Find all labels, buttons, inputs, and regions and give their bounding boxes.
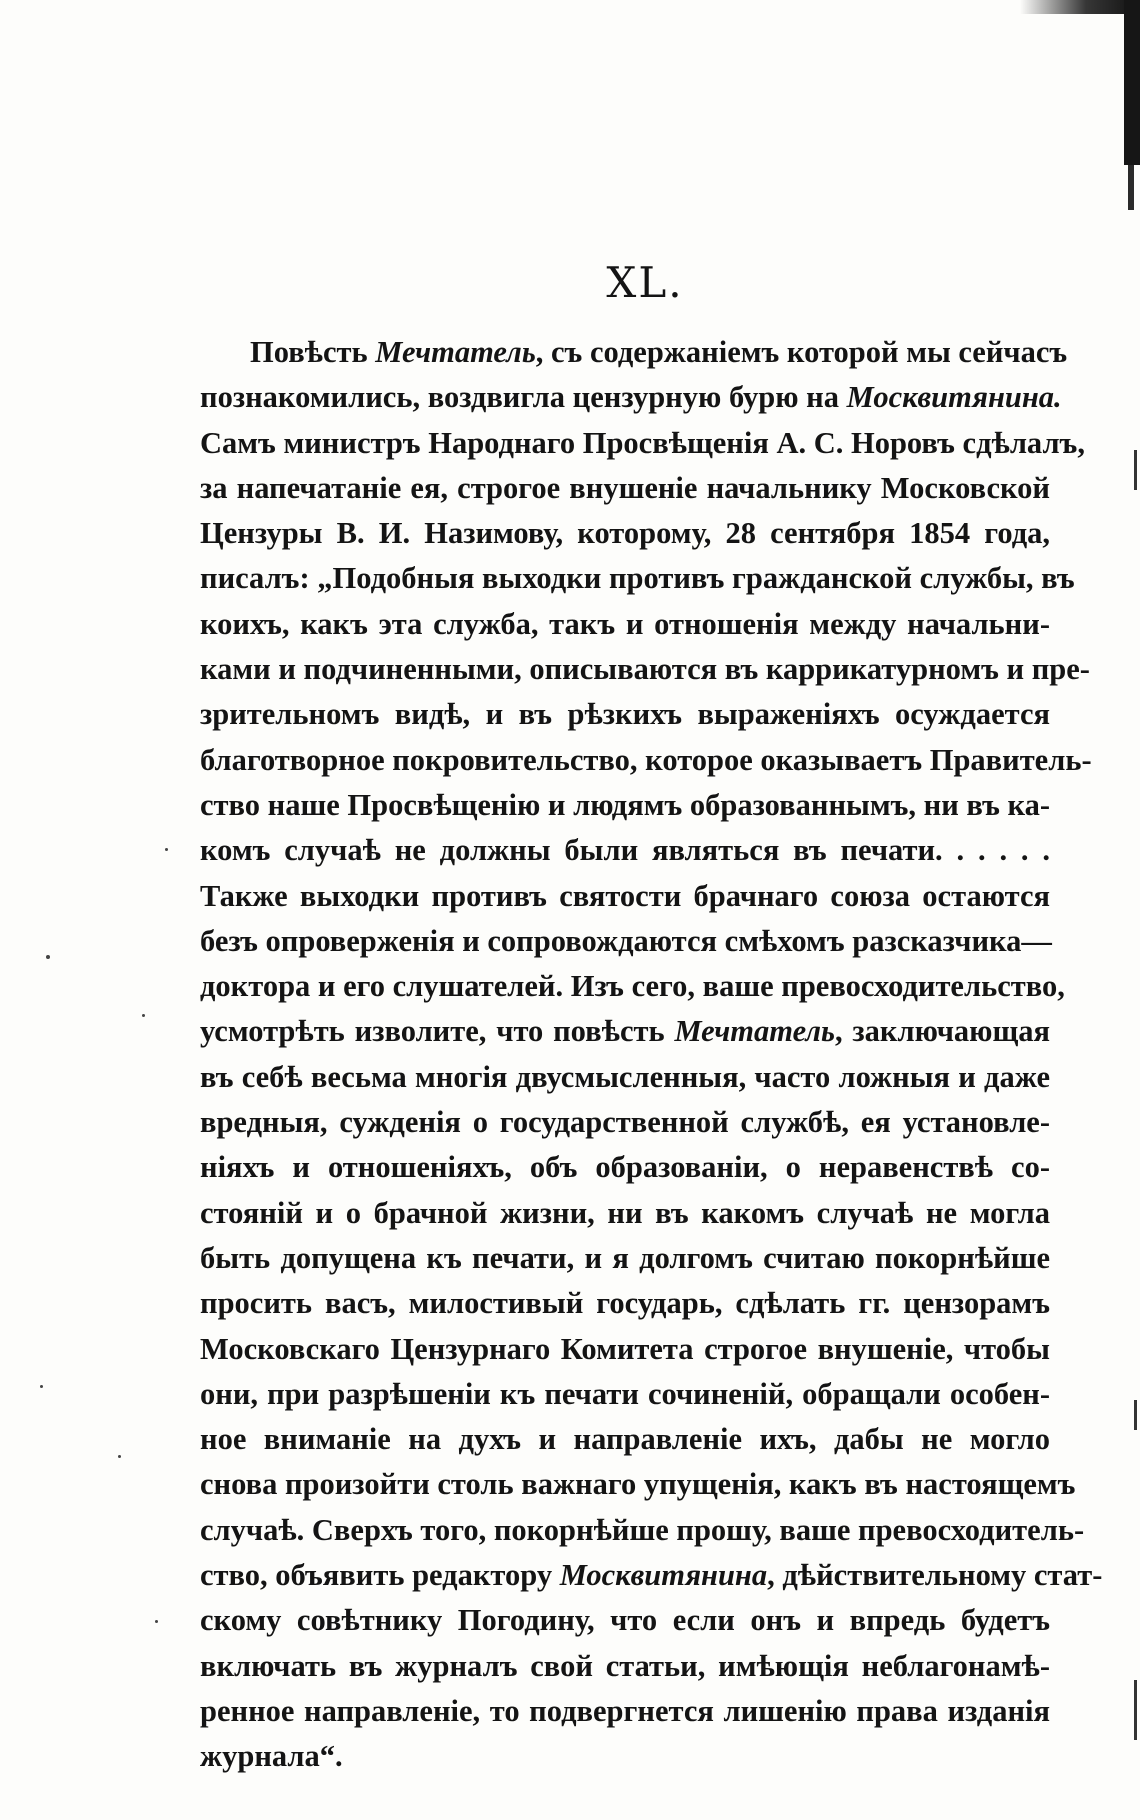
text-line — [200, 375, 1062, 420]
text-run: за напечатаніе ея, строгое внушеніе начальнику Московской — [200, 470, 1050, 505]
text-run: Цензуры В. И. Назимову, которому, 28 сентября 1854 года, — [200, 516, 1050, 551]
text-run: снова произойти столь важнаго упущенія, какъ въ настоящемъ — [200, 1467, 1076, 1502]
text-run: ніяхъ и отношеніяхъ, объ образованіи, о неравенствѣ со- — [200, 1150, 1050, 1185]
text-run: стояній и о брачной жизни, ни въ какомъ случаѣ не могла — [200, 1195, 1050, 1230]
text-run: ное вниманіе на духъ и направленіе ихъ, дабы не могло — [200, 1422, 1050, 1457]
text-line — [200, 556, 1075, 601]
text-run: , заключающая — [834, 1014, 1050, 1049]
text-line — [200, 1644, 1050, 1689]
scan-speck — [155, 1620, 158, 1623]
text-line — [200, 1191, 1050, 1236]
text-run: ство наше Просвѣщенію и людямъ образованнымъ, ни въ ка- — [200, 787, 1051, 822]
text-run: Повѣсть — [250, 335, 376, 369]
scan-edge-mark — [1134, 1400, 1137, 1430]
text-run: коихъ, какъ эта служба, такъ и отношенія между начальни- — [200, 606, 1050, 641]
scan-speck — [142, 1014, 145, 1017]
text-line — [200, 466, 1050, 511]
scan-edge-mark — [1134, 1680, 1137, 1740]
text-line — [200, 828, 1050, 873]
text-run: , дѣйствительному стат- — [767, 1558, 1103, 1593]
chapter-heading: XL. — [606, 258, 684, 307]
text-line — [200, 1508, 1085, 1553]
text-line — [200, 1145, 1050, 1190]
text-line — [200, 1055, 1050, 1100]
scan-speck — [46, 955, 50, 959]
text-run: ство, объявить редактору — [200, 1558, 560, 1593]
scan-speck — [118, 1455, 121, 1458]
text-run: въ себѣ весьма многія двусмысленныя, часто ложныя и даже — [200, 1059, 1050, 1094]
text-run: безъ опроверженія и сопровождаются смѣхомъ разсказчика— — [200, 923, 1052, 958]
text-line — [200, 1462, 1076, 1507]
scan-edge-right-lower — [1128, 165, 1134, 210]
scan-edge-mark — [1134, 450, 1137, 490]
text-run: зрительномъ видѣ, и въ рѣзкихъ выраженіяхъ осуждается — [200, 697, 1050, 732]
scan-edge-right — [1124, 0, 1140, 165]
text-run: ками и подчиненными, описываются въ каррикатурномъ и пре- — [200, 652, 1090, 687]
text-run: писалъ: „Подобныя выходки противъ гражданской службы, въ — [200, 561, 1075, 596]
italic-title: Мечтатель — [375, 335, 536, 369]
text-run: вредныя, сужденія о государственной службѣ, ея установле- — [200, 1105, 1050, 1140]
text-run: ренное направленіе, то подвергнется лишенію права изданія — [200, 1693, 1050, 1728]
text-line — [200, 1372, 1050, 1417]
text-run: случаѣ. Сверхъ того, покорнѣйше прошу, ваше превосходитель- — [200, 1512, 1085, 1547]
text-line — [200, 1281, 1050, 1326]
scan-edge-top — [1020, 0, 1140, 14]
text-run: , съ содержаніемъ которой мы сейчасъ — [535, 335, 1068, 369]
text-line — [200, 1598, 1050, 1643]
text-run: Самъ министръ Народнаго Просвѣщенія А. С. Норовъ сдѣлалъ, — [200, 425, 1085, 460]
text-line — [200, 1734, 1050, 1779]
text-run: они, при разрѣшеніи къ печати сочиненій, обращали особен- — [200, 1376, 1050, 1411]
text-line — [200, 1327, 1050, 1372]
text-line — [200, 602, 1050, 647]
text-line — [200, 919, 1050, 964]
text-line — [200, 1236, 1050, 1281]
text-run: скому совѣтнику Погодину, что если онъ и впредь будетъ — [200, 1603, 1050, 1638]
scan-speck — [40, 1385, 43, 1388]
text-run: журнала“. — [200, 1739, 343, 1774]
text-run: включать въ журналъ свой статьи, имѣющія неблагонамѣ- — [200, 1648, 1050, 1683]
text-line — [200, 1009, 1050, 1054]
italic-title: Мечтатель — [674, 1014, 835, 1049]
text-run: Также выходки противъ святости брачнаго союза остаются — [200, 878, 1050, 913]
text-line — [200, 874, 1050, 919]
text-line — [200, 1689, 1050, 1734]
scan-speck — [165, 848, 168, 851]
italic-title: Москвитянина — [559, 1558, 768, 1593]
text-line — [200, 421, 1085, 466]
text-line — [200, 1100, 1050, 1145]
text-run: просить васъ, милостивый государь, сдѣлать гг. цензорамъ — [200, 1286, 1050, 1321]
text-run: усмотрѣть изволите, что повѣсть — [200, 1014, 675, 1049]
text-run: благотворное покровительство, которое оказываетъ Правитель- — [200, 742, 1092, 777]
text-run: доктора и его слушателей. Изъ сего, ваше превосходительство, — [200, 969, 1065, 1004]
text-line — [200, 511, 1050, 556]
text-line — [200, 738, 1092, 783]
text-line — [200, 692, 1050, 737]
text-line — [200, 783, 1050, 828]
text-line — [200, 330, 1068, 375]
text-line — [200, 1553, 1103, 1598]
text-line — [200, 647, 1090, 692]
text-run: познакомились, воздвигла цензурную бурю на — [200, 380, 847, 415]
text-line — [200, 964, 1065, 1009]
text-run: Московскаго Цензурнаго Комитета строгое внушеніе, чтобы — [200, 1331, 1050, 1366]
text-run: комъ случаѣ не должны были являться въ печати. . . . . . — [200, 833, 1050, 868]
body-text — [200, 330, 1103, 1780]
text-run: быть допущена къ печати, и я долгомъ считаю покорнѣйше — [200, 1240, 1050, 1275]
italic-title: Москвитянина. — [846, 380, 1062, 415]
text-line — [200, 1417, 1050, 1462]
